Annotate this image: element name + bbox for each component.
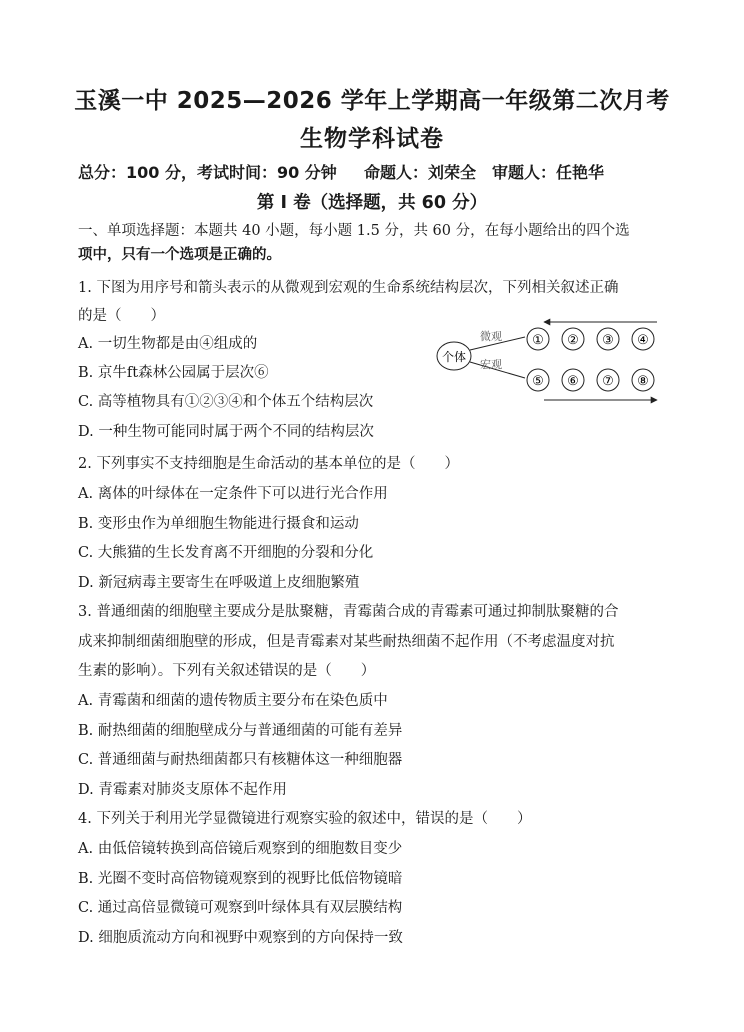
question-3-option-c: C. 普通细菌与耐热细菌都只有核糖体这一种细胞器 bbox=[78, 752, 403, 768]
question-4-option-d: D. 细胞质流动方向和视野中观察到的方向保持一致 bbox=[78, 930, 403, 946]
section-title: 第 Ⅰ 卷（选择题，共 60 分） bbox=[256, 193, 488, 213]
life-system-levels-diagram bbox=[432, 318, 672, 412]
question-1-option-b: B. 京牛ft森林公园属于层次⑥ bbox=[78, 365, 269, 381]
instructions-line-1: 一、单项选择题：本题共 40 小题，每小题 1.5 分，共 60 分，在每小题给出的四个选 bbox=[78, 223, 630, 239]
question-1-stem-cont: 的是（ ） bbox=[78, 308, 165, 324]
question-3-option-a: A. 青霉菌和细菌的遗传物质主要分布在染色质中 bbox=[78, 693, 388, 709]
level-5: ⑤ bbox=[532, 374, 544, 389]
question-3-stem-cont-2: 生素的影响）。下列有关叙述错误的是（ ） bbox=[78, 663, 376, 679]
exam-meta: 总分：100 分，考试时间：90 分钟 命题人：刘荣全 审题人：任艳华 bbox=[78, 163, 604, 182]
level-8: ⑧ bbox=[637, 374, 649, 389]
macro-label: 宏观 bbox=[480, 358, 502, 371]
level-2: ② bbox=[567, 333, 579, 348]
question-1-stem: 1. 下图为用序号和箭头表示的从微观到宏观的生命系统结构层次，下列相关叙述正确 bbox=[78, 280, 619, 296]
level-4: ④ bbox=[637, 333, 649, 348]
question-2-option-c: C. 大熊猫的生长发育离不开细胞的分裂和分化 bbox=[78, 545, 374, 561]
question-4-option-c: C. 通过高倍显微镜可观察到叶绿体具有双层膜结构 bbox=[78, 900, 403, 916]
level-6: ⑥ bbox=[567, 374, 579, 389]
question-1-option-a: A. 一切生物都是由④组成的 bbox=[78, 336, 258, 352]
exam-title: 玉溪一中 2025—2026 学年上学期高一年级第二次月考 bbox=[74, 88, 670, 114]
question-4-option-b: B. 光圈不变时高倍物镜观察到的视野比低倍物镜暗 bbox=[78, 871, 403, 887]
question-1-option-d: D. 一种生物可能同时属于两个不同的结构层次 bbox=[78, 424, 374, 440]
question-2-option-a: A. 离体的叶绿体在一定条件下可以进行光合作用 bbox=[78, 486, 388, 502]
question-3-stem: 3. 普通细菌的细胞壁主要成分是肽聚糖，青霉菌合成的青霉素可通过抑制肽聚糖的合 bbox=[78, 604, 619, 620]
question-2-stem: 2. 下列事实不支持细胞是生命活动的基本单位的是（ ） bbox=[78, 456, 459, 472]
question-2-option-b: B. 变形虫作为单细胞生物能进行摄食和运动 bbox=[78, 516, 359, 532]
level-3: ③ bbox=[602, 333, 614, 348]
question-3-option-b: B. 耐热细菌的细胞壁成分与普通细菌的可能有差异 bbox=[78, 723, 403, 739]
question-4-option-a: A. 由低倍镜转换到高倍镜后观察到的细胞数目变少 bbox=[78, 841, 403, 857]
instructions-line-2: 项中，只有一个选项是正确的。 bbox=[78, 246, 281, 263]
question-2-option-d: D. 新冠病毒主要寄生在呼吸道上皮细胞繁殖 bbox=[78, 575, 360, 591]
micro-label: 微观 bbox=[480, 330, 502, 343]
exam-subtitle: 生物学科试卷 bbox=[300, 126, 444, 152]
question-3-option-d: D. 青霉素对肺炎支原体不起作用 bbox=[78, 782, 287, 798]
level-7: ⑦ bbox=[602, 374, 614, 389]
level-1: ① bbox=[532, 333, 544, 348]
question-1-option-c: C. 高等植物具有①②③④和个体五个结构层次 bbox=[78, 394, 374, 410]
center-label-individual: 个体 bbox=[441, 350, 467, 364]
question-4-stem: 4. 下列关于利用光学显微镜进行观察实验的叙述中，错误的是（ ） bbox=[78, 811, 532, 827]
question-3-stem-cont-1: 成来抑制细菌细胞壁的形成，但是青霉素对某些耐热细菌不起作用（不考虑温度对抗 bbox=[78, 634, 615, 650]
